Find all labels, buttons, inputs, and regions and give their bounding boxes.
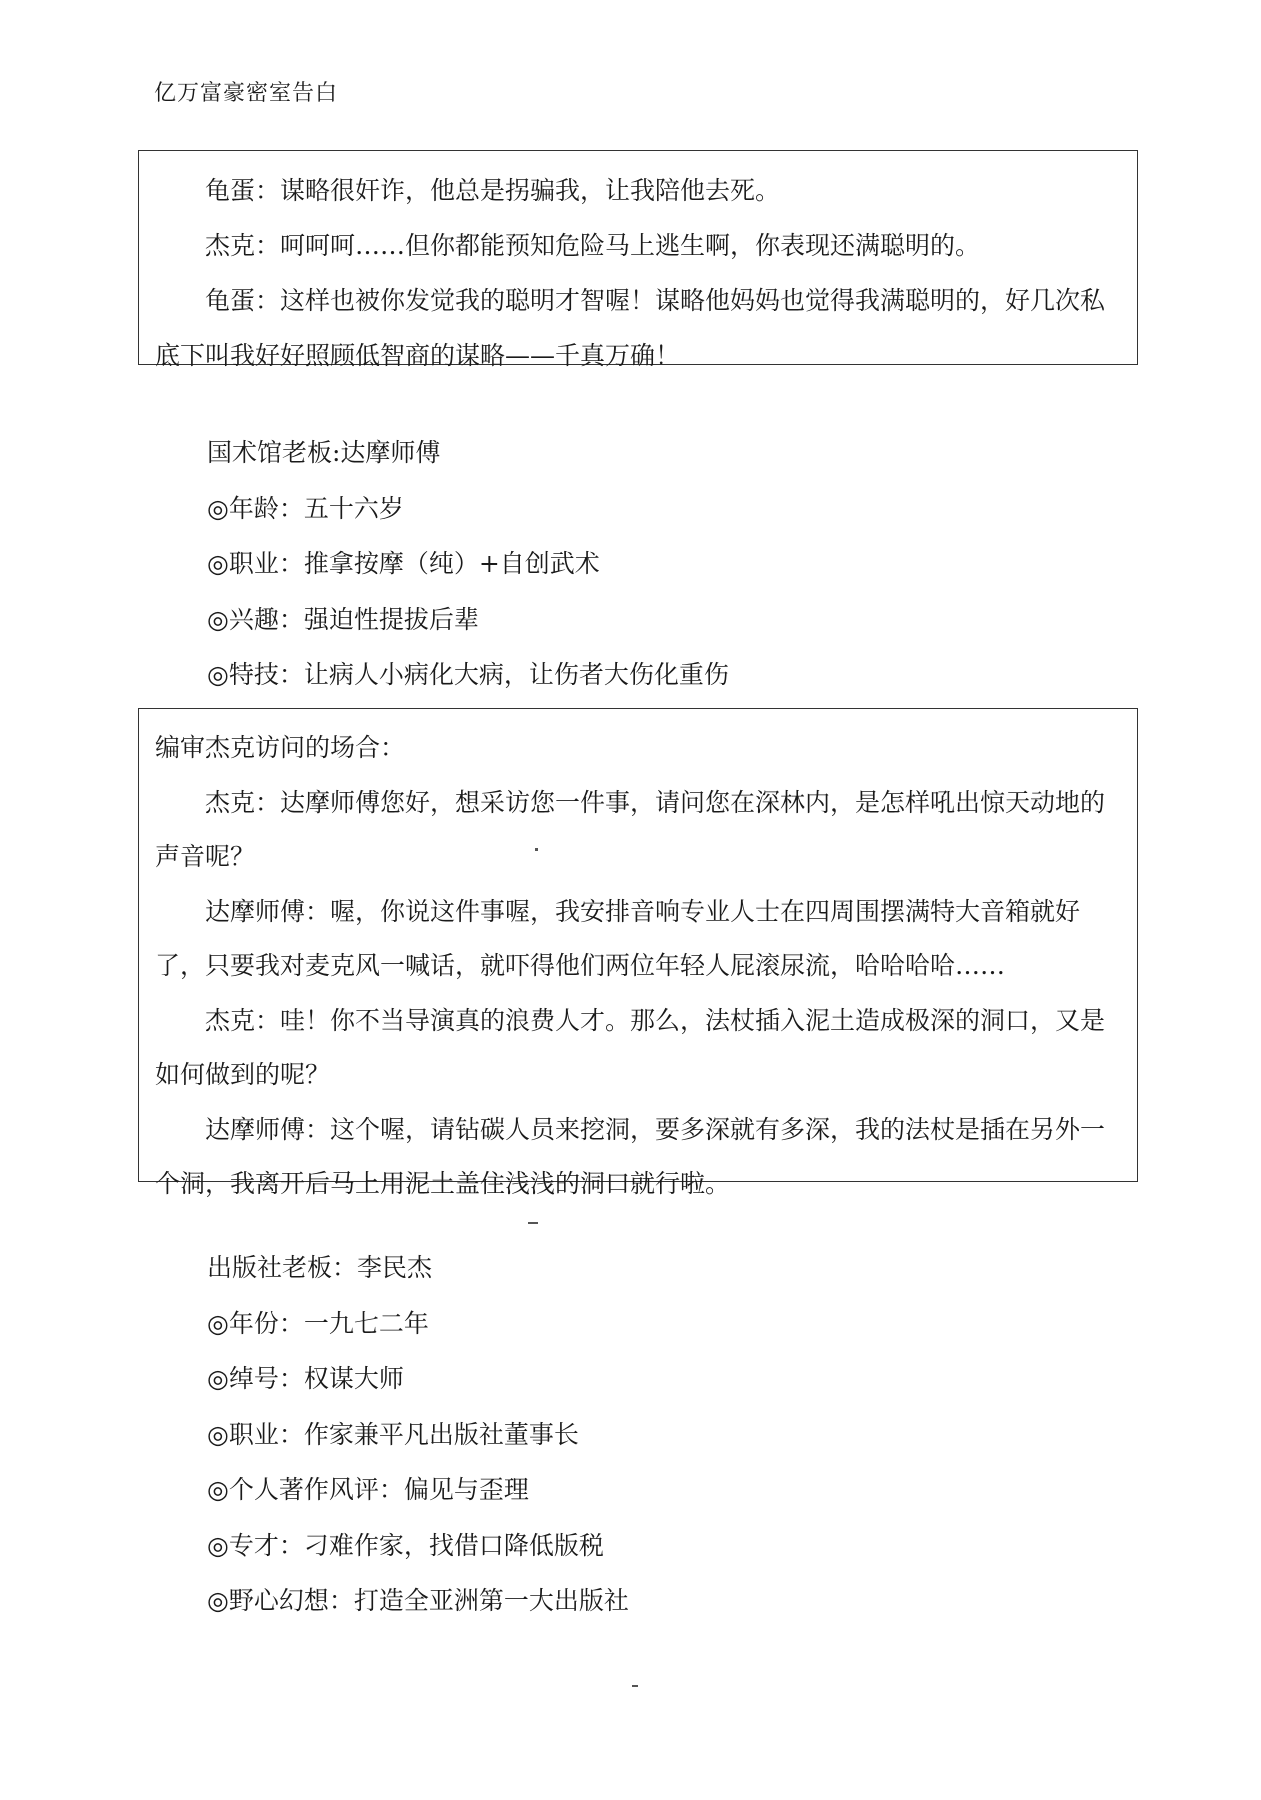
profile-item: ◎兴趣：强迫性提拔后辈 xyxy=(207,604,479,634)
dialogue-line: 杰克：达摩师傅您好，想采访您一件事，请问您在深林内，是怎样吼出惊天动地的声音呢？ xyxy=(155,787,1106,871)
dialogue-line: 杰克：哇！你不当导演真的浪费人才。那么，法杖插入泥土造成极深的洞口，又是如何做到的呢？ xyxy=(155,1005,1106,1089)
profile-item: ◎年龄：五十六岁 xyxy=(207,493,404,523)
dialogue-heading: 编审杰克访问的场合： xyxy=(155,733,406,762)
profile-title: 国术馆老板:达摩师傅 xyxy=(207,438,441,467)
profile-item: ◎绰号：权谋大师 xyxy=(207,1364,404,1393)
profile-item: ◎个人著作风评：偏见与歪理 xyxy=(207,1475,529,1504)
scan-speck xyxy=(632,1685,638,1687)
profile-item: ◎野心幻想：打造全亚洲第一大出版社 xyxy=(207,1586,629,1615)
profile-item: ◎专才：刁难作家，找借口降低版税 xyxy=(207,1530,604,1560)
profile-item: ◎职业：作家兼平凡出版社董事长 xyxy=(207,1419,579,1449)
dialogue-box-2 xyxy=(138,708,1138,1198)
dialogue-line: 达摩师傅：喔，你说这件事喔，我安排音响专业人士在四周围摆满特大音箱就好了，只要我对麦克风一喊话，就吓得他们两位年轻人屁滚尿流，哈哈哈哈…… xyxy=(155,896,1081,980)
profile-item: ◎特技：让病人小病化大病，让伤者大伤化重伤 xyxy=(207,660,729,689)
dialogue-line: 龟蛋：谋略很奸诈，他总是拐骗我，让我陪他去死。 xyxy=(205,176,781,205)
profile-section-2 xyxy=(207,1240,629,1629)
profile-section-1 xyxy=(207,425,729,703)
scan-speck xyxy=(535,848,538,851)
profile-title: 出版社老板：李民杰 xyxy=(207,1253,433,1282)
scan-speck xyxy=(528,1222,538,1224)
dialogue-box-1 xyxy=(138,150,1138,370)
dialogue-line: 龟蛋：这样也被你发觉我的聪明才智喔！谋略他妈妈也觉得我满聪明的，好几次私底下叫我好好照顾低智商的谋略——千真万确！ xyxy=(155,286,1106,370)
dialogue-line: 杰克：呵呵呵……但你都能预知危险马上逃生啊，你表现还满聪明的。 xyxy=(205,231,981,260)
profile-item: ◎职业：推拿按摩（纯）+自创武术 xyxy=(207,549,600,578)
running-header: 亿万富豪密室告白 xyxy=(154,81,339,106)
dialogue-line: 达摩师傅：这个喔，请钻碳人员来挖洞，要多深就有多深，我的法杖是插在另外一个洞，我离开后马上用泥土盖住浅浅的洞口就行啦。 xyxy=(155,1114,1106,1198)
profile-item: ◎年份：一九七二年 xyxy=(207,1308,429,1338)
